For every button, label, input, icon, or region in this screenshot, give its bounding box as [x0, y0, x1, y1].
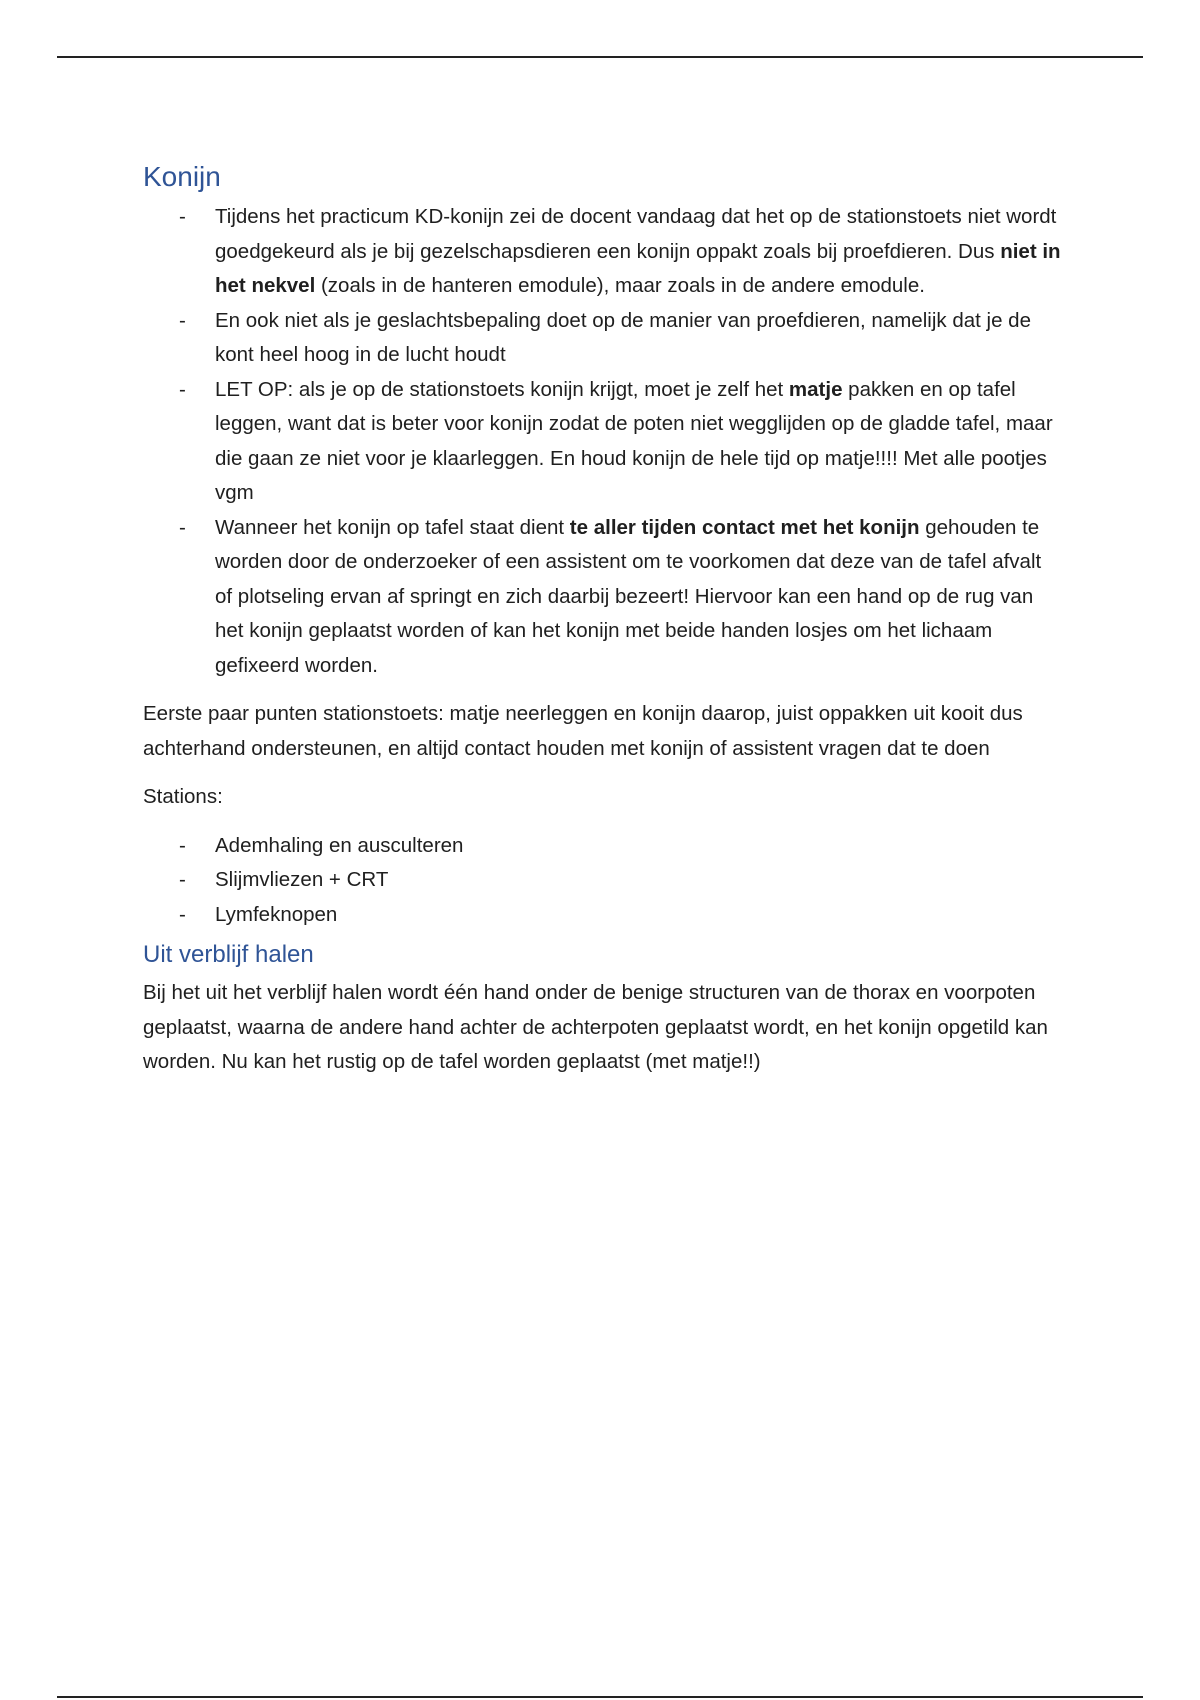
list-dash: - — [179, 833, 186, 857]
list-dash: - — [179, 868, 186, 891]
bold-text: matje — [788, 377, 843, 401]
konijn-bullet-list — [143, 200, 1063, 683]
list-dash: - — [179, 515, 186, 539]
list-item: - Slijmvliezen + CRT — [215, 863, 1063, 898]
section-heading-konijn: Konijn — [143, 161, 221, 192]
paragraph-first-points: Eerste paar punten stationstoets: matje neerleggen en konijn daarop, juist oppakken uit kooit dus achterhand ondersteunen, en altijd contact houden met konijn of assistent vragen dat te doen — [143, 702, 1023, 760]
list-dash: - — [179, 902, 186, 926]
list-item: - Ademhaling en ausculteren — [215, 829, 1063, 864]
list-item: - LET OP: als je op de stationstoets konijn krijgt, moet je zelf het matje pakken en op tafel leggen, want dat is beter voor konijn zodat de poten niet wegglijden op de gladde tafel, maar die gaan ze niet voor je klaarleggen. En houd konijn de hele tijd op matje!!!! Met alle pootjes vgm — [215, 373, 1063, 511]
list-dash: - — [179, 205, 186, 228]
bold-text: te aller tijden contact met het konijn — [569, 515, 920, 539]
stations-label: Stations: — [143, 785, 223, 808]
list-item: - Wanneer het konijn op tafel staat dient te aller tijden contact met het konijn gehouden te worden door de onderzoeker of een assistent om te voorkomen dat deze van de tafel afvalt of plotseling ervan af springt en zich daarbij bezeert! Hiervoor kan een hand op de rug van het konijn geplaatst worden of kan het konijn met beide handen losjes om het lichaam gefixeerd worden. — [215, 511, 1063, 684]
header-rule — [57, 56, 1143, 58]
footer-rule — [57, 1696, 1143, 1698]
section-heading-uit-verblijf-halen: Uit verblijf halen — [143, 941, 314, 968]
paragraph-uit-verblijf: Bij het uit het verblijf halen wordt één hand onder de benige structuren van de thorax en voorpoten geplaatst, waarna de andere hand achter de achterpoten geplaatst wordt, en het konijn opgetild kan worden. Nu kan het rustig op de tafel worden geplaatst (met matje!!) — [143, 981, 1048, 1073]
stations-list — [143, 829, 1063, 933]
list-dash: - — [179, 308, 186, 332]
list-item: - Tijdens het practicum KD-konijn zei de docent vandaag dat het op de stationstoets niet wordt goedgekeurd als je bij gezelschapsdieren een konijn oppakt zoals bij proefdieren. Dus niet in het nekvel (zoals in de hanteren emodule), maar zoals in de andere emodule. — [215, 200, 1063, 304]
bold-text: niet in het nekvel — [215, 239, 1061, 297]
document-body — [143, 158, 1063, 1080]
list-dash: - — [179, 377, 186, 401]
list-item: - Lymfeknopen — [215, 898, 1063, 933]
list-item: - En ook niet als je geslachtsbepaling doet op de manier van proefdieren, namelijk dat je de kont heel hoog in de lucht houdt — [215, 304, 1063, 373]
